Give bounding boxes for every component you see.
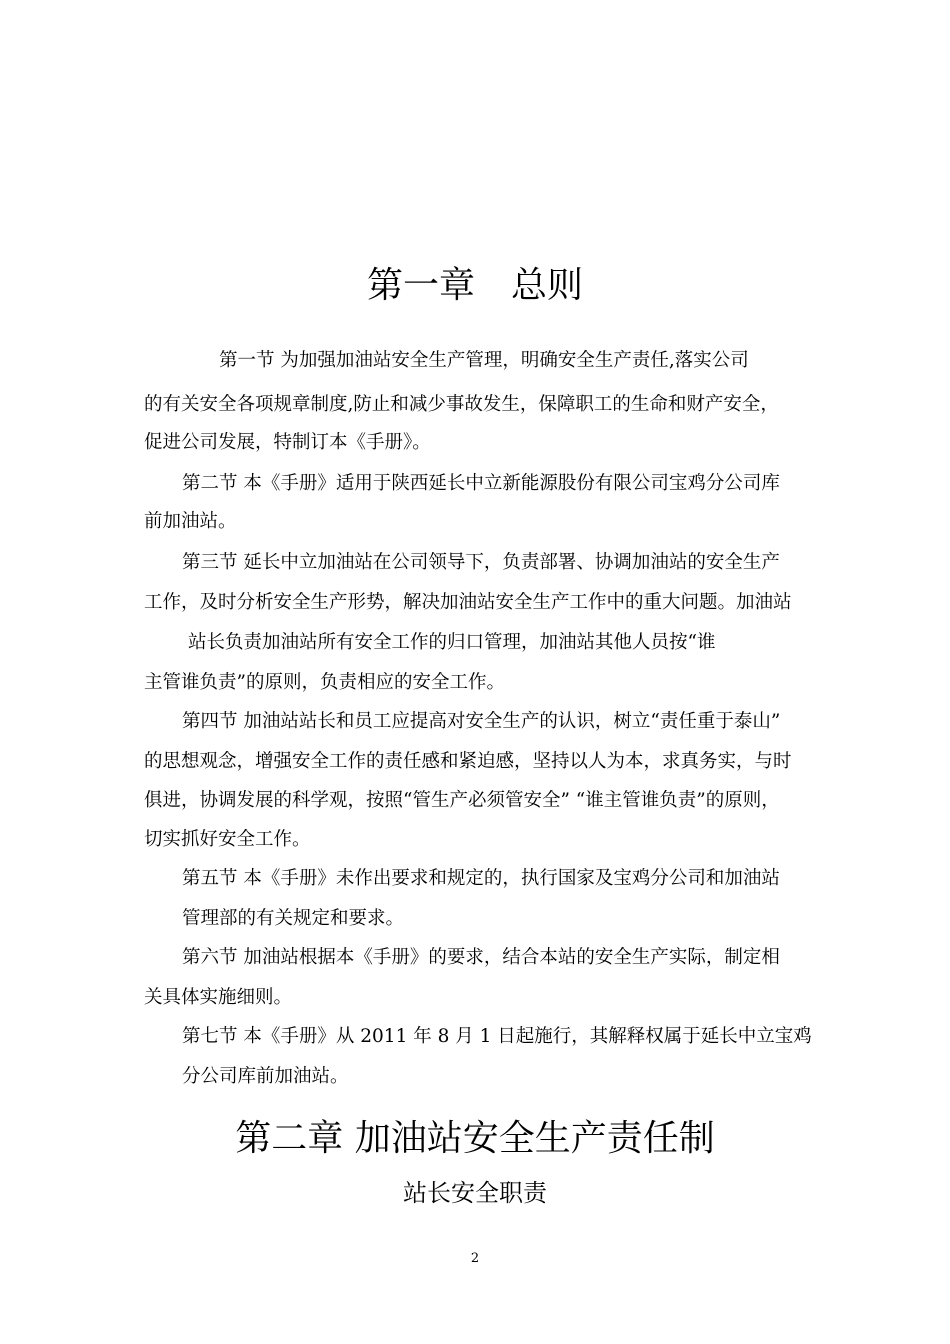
paragraph-line: 促进公司发展，特制订本《手册》。: [144, 432, 431, 453]
paragraph-line: 第二节 本《手册》适用于陕西延长中立新能源股份有限公司宝鸡分公司库: [182, 473, 780, 494]
paragraph-line: 工作，及时分析安全生产形势，解决加油站安全生产工作中的重大问题。加油站: [144, 592, 792, 613]
paragraph-line: 第五节 本《手册》未作出要求和规定的，执行国家及宝鸡分公司和加油站: [182, 868, 780, 889]
paragraph-line: 站长负责加油站所有安全工作的归口管理，加油站其他人员按“谁: [188, 632, 716, 653]
paragraph-line: 第七节 本《手册》从 2011 年 8 月 1 日起施行，其解释权属于延长中立宝鸡: [182, 1026, 812, 1047]
chapter-1-number: 第一章: [366, 265, 475, 306]
paragraph-line: 第一节 为加强加油站安全生产管理，明确安全生产责任,落实公司: [219, 350, 749, 371]
chapter-2-title: 第二章 加油站安全生产责任制: [235, 1118, 715, 1159]
paragraph-line: 主管谁负责”的原则，负责相应的安全工作。: [144, 672, 505, 693]
paragraph-line: 管理部的有关规定和要求。: [182, 908, 405, 929]
paragraph-line: 关具体实施细则。: [144, 987, 293, 1008]
paragraph-line: 第六节 加油站根据本《手册》的要求，结合本站的安全生产实际，制定相: [182, 947, 780, 968]
section-title: 站长安全职责: [403, 1179, 547, 1207]
paragraph-line: 俱进，协调发展的科学观，按照“管生产必须管安全” “谁主管谁负责”的原则，: [144, 790, 780, 811]
paragraph-line: 第三节 延长中立加油站在公司领导下，负责部署、协调加油站的安全生产: [182, 552, 780, 573]
paragraph-line: 第四节 加油站站长和员工应提高对安全生产的认识，树立“责任重于泰山”: [182, 711, 781, 732]
page-number: 2: [470, 1251, 480, 1266]
paragraph-line: 前加油站。: [144, 511, 237, 532]
paragraph-line: 切实抓好安全工作。: [144, 829, 311, 850]
chapter-1-name: 总则: [511, 265, 584, 306]
chapter-1-title: [0, 264, 950, 308]
paragraph-line: 的思想观念，增强安全工作的责任感和紧迫感，坚持以人为本，求真务实，与时: [144, 751, 792, 772]
paragraph-line: 分公司库前加油站。: [182, 1066, 349, 1087]
paragraph-line: 的有关安全各项规章制度,防止和减少事故发生，保障职工的生命和财产安全，: [144, 394, 779, 415]
